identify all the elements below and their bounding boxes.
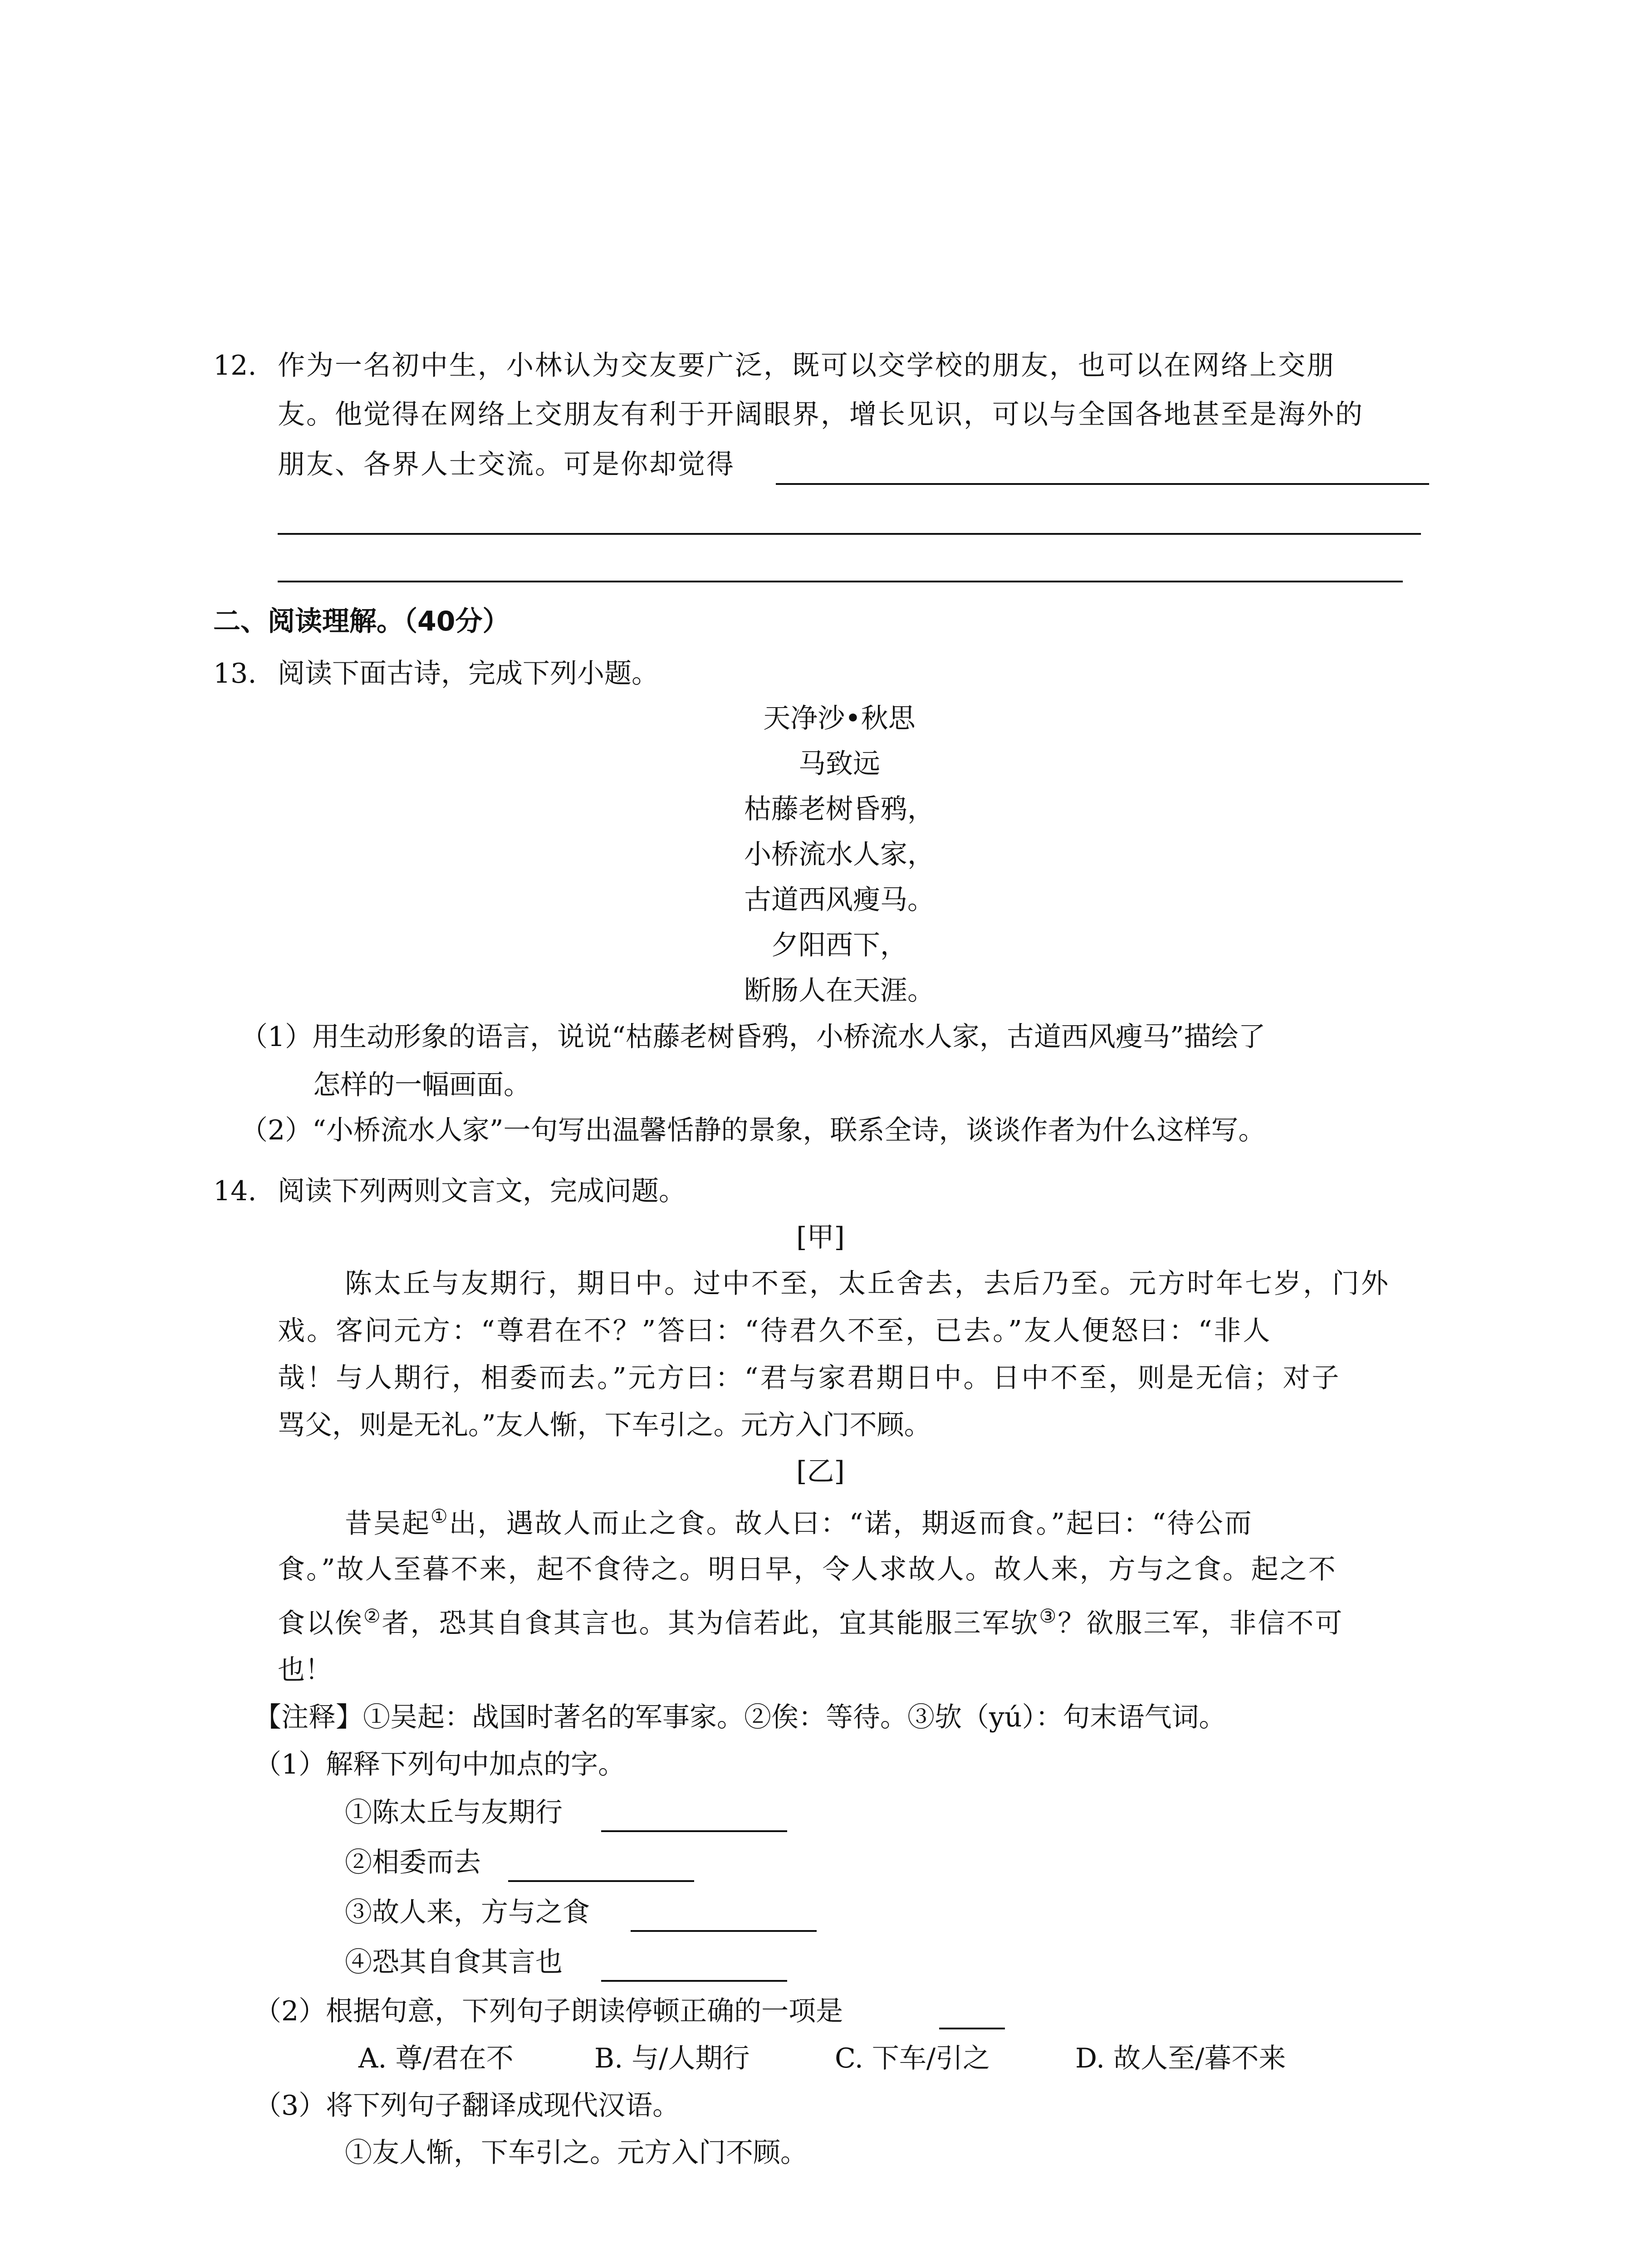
passage-b-line: 昔吴起①出，遇故人而止之食。故人曰：“诺，期返而食。”起曰：“待公而 bbox=[345, 1505, 1253, 1540]
q14-sub1-item: ②相委而去 bbox=[345, 1847, 481, 1878]
q14-number: 14. bbox=[213, 1175, 257, 1207]
q14-sub1-item: ①陈太丘与友期行 bbox=[345, 1797, 563, 1828]
q14-annotation: 【注释】①吴起：战国时著名的军事家。②俟：等待。③欤（yú）：句末语气词。 bbox=[254, 1701, 1226, 1733]
q14-sub3-item: ①友人惭，下车引之。元方入门不顾。 bbox=[345, 2137, 808, 2169]
option-b: B. 与/人期行 bbox=[594, 2043, 750, 2074]
poem-line: 断肠人在天涯。 bbox=[744, 975, 935, 1007]
section-heading-reading: 二、阅读理解。（40分） bbox=[213, 606, 510, 637]
q12-number: 12. bbox=[213, 350, 257, 381]
passage-a-line: 陈太丘与友期行，期日中。过中不至，太丘舍去，去后乃至。元方时年七岁，门外 bbox=[345, 1268, 1390, 1300]
q14-sub1-item: ③故人来，方与之食 bbox=[345, 1897, 590, 1928]
passage-a-line: 戏。客问元方：“尊君在不？”答曰：“待君久不至，已去。”友人便怒曰：“非人 bbox=[278, 1315, 1272, 1347]
q13-sub2: （2）“小桥流水人家”一句写出温馨恬静的景象，联系全诗，谈谈作者为什么这样写。 bbox=[240, 1114, 1266, 1146]
passage-b-line: 也！ bbox=[278, 1654, 332, 1686]
q12-line-1: 作为一名初中生，小林认为交友要广泛，既可以交学校的朋友，也可以在网络上交朋 bbox=[278, 350, 1335, 381]
q14-sub1-blank[interactable] bbox=[508, 1880, 694, 1882]
poem-line: 小桥流水人家， bbox=[744, 839, 935, 870]
q14-sub2-blank[interactable] bbox=[939, 2028, 1005, 2029]
poem-line: 夕阳西下， bbox=[771, 929, 907, 961]
q14-sub2: （2）根据句意，下列句子朗读停顿正确的一项是 bbox=[254, 1995, 843, 2027]
q12-line-3: 朋友、各界人士交流。可是你却觉得 bbox=[278, 449, 735, 480]
passage-b-label: [乙] bbox=[796, 1456, 845, 1487]
q13-number: 13. bbox=[213, 658, 257, 689]
option-a: A. 尊/君在不 bbox=[358, 2043, 514, 2074]
q12-answer-blank-1[interactable] bbox=[776, 483, 1429, 485]
q14-sub3: （3）将下列句子翻译成现代汉语。 bbox=[254, 2090, 680, 2121]
q12-answer-blank-3[interactable] bbox=[278, 581, 1403, 582]
poem-line: 古道西风瘦马。 bbox=[744, 884, 935, 916]
option-c: C. 下车/引之 bbox=[835, 2043, 990, 2074]
q14-sub1-item: ④恐其自食其言也 bbox=[345, 1946, 563, 1978]
passage-b-line: 食以俟②者，恐其自食其言也。其为信若此，宜其能服三军欤③？欲服三军，非信不可 bbox=[278, 1605, 1344, 1639]
q14-sub1: （1）解释下列句中加点的字。 bbox=[254, 1749, 626, 1780]
poem-title: 天净沙•秋思 bbox=[763, 703, 916, 734]
passage-b-line: 食。”故人至暮不来，起不食待之。明日早，令人求故人。故人来，方与之食。起之不 bbox=[278, 1554, 1337, 1585]
passage-a-label: [甲] bbox=[796, 1222, 845, 1253]
q12-answer-blank-2[interactable] bbox=[278, 533, 1421, 535]
q13-sub1-cont: 怎样的一幅画面。 bbox=[313, 1069, 531, 1101]
q14-sub1-blank[interactable] bbox=[631, 1930, 817, 1932]
q13-prompt: 阅读下面古诗，完成下列小题。 bbox=[278, 658, 659, 689]
q13-sub1: （1）用生动形象的语言，说说“枯藤老树昏鸦，小桥流水人家，古道西风瘦马”描绘了 bbox=[240, 1021, 1266, 1053]
poem-author: 马致远 bbox=[798, 748, 880, 780]
poem-line: 枯藤老树昏鸦， bbox=[744, 793, 935, 825]
passage-a-line: 哉！与人期行，相委而去。”元方曰：“君与家君期日中。日中不至，则是无信；对子 bbox=[278, 1362, 1341, 1394]
q14-sub1-blank[interactable] bbox=[601, 1830, 787, 1832]
q12-line-2: 友。他觉得在网络上交朋友有利于开阔眼界，增长见识，可以与全国各地甚至是海外的 bbox=[278, 399, 1364, 430]
q14-sub1-blank[interactable] bbox=[601, 1980, 787, 1982]
option-d: D. 故人至/暮不来 bbox=[1075, 2043, 1286, 2074]
passage-a-line: 骂父，则是无礼。”友人惭，下车引之。元方入门不顾。 bbox=[278, 1409, 931, 1441]
q14-prompt: 阅读下列两则文言文，完成问题。 bbox=[278, 1175, 686, 1207]
